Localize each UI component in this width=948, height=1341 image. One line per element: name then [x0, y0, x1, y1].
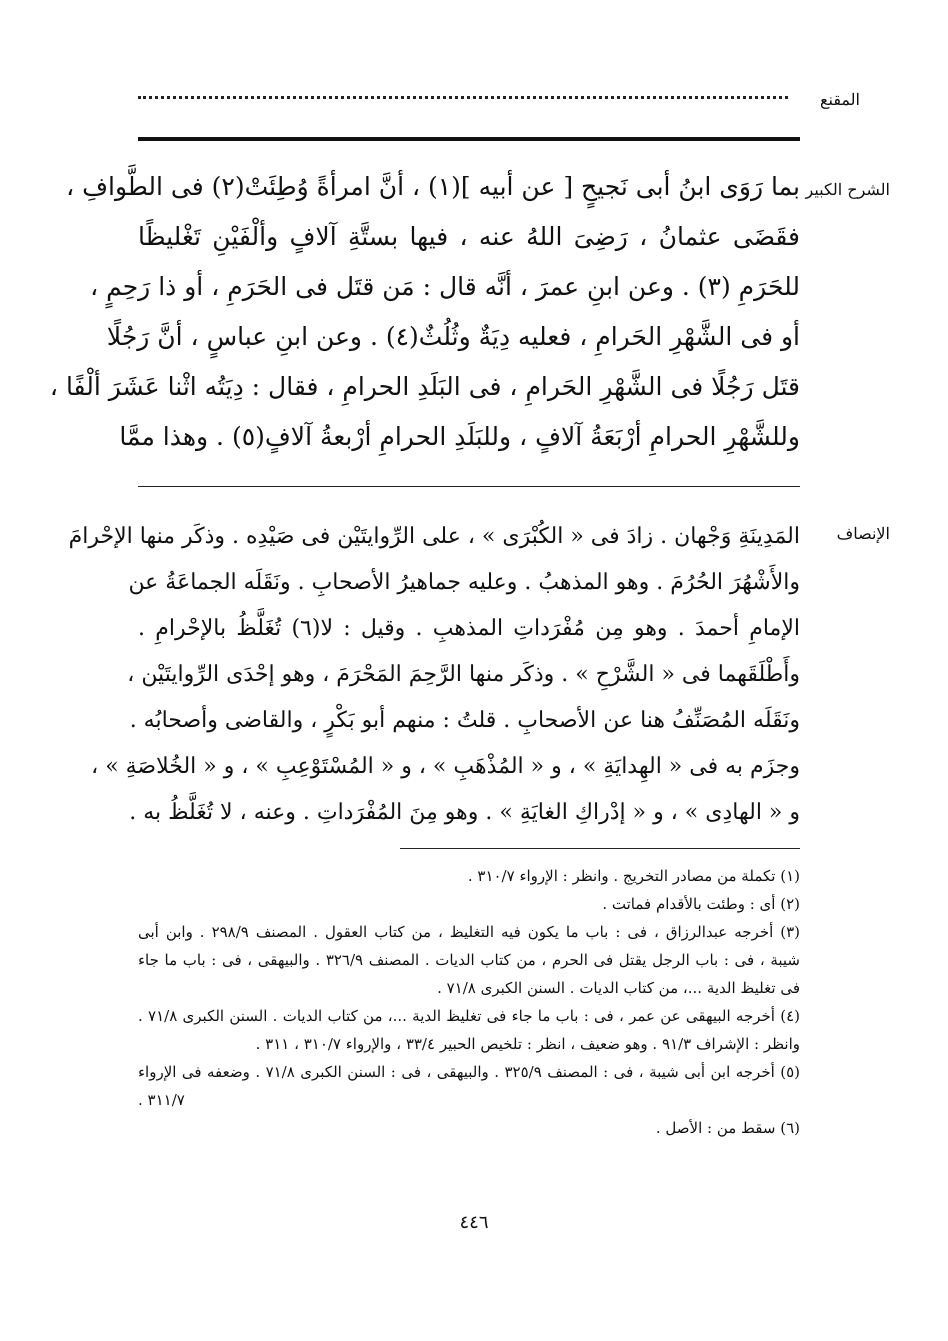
sharh-line: للحَرَمِ (٣) . وعن ابنِ عمرَ ، أنَّه قال : مَن قتَل فى الحَرَمِ ، أو ذا رَحِمٍ ،	[90, 272, 800, 301]
insaf-line: و « الهادِى » ، و « إدْراكِ الغايَةِ » . وهو مِنَ المُفْرَداتِ . وعنه ، لا تُغَلَّظُ به .	[129, 800, 800, 825]
header-rule	[138, 137, 800, 141]
insaf-section-label: الإنصاف	[836, 524, 890, 543]
sharh-line: بما رَوَى ابنُ أبى نَجيحٍ [ عن أبيه ](١) ، أنَّ امرأةً وُطِئَتْ(٢) فى الطَّوافِ ،	[66, 172, 800, 201]
sharh-line: وللشَّهْرِ الحرامِ أرْبَعَةُ آلافٍ ، وللبَلَدِ الحرامِ أرْبعةُ آلافٍ(٥) . وهذا ممَّا	[119, 422, 800, 451]
sharh-line: قتَل رَجُلًا فى الشَّهْرِ الحَرامِ ، فى البَلَدِ الحرامِ ، فقال : دِيَتُه اثْنا عَشَرَ ألْفًا ،	[49, 372, 800, 401]
footnote-line: (٦) سقط من : الأصل .	[655, 1119, 800, 1137]
insaf-line: ونَقَلَه المُصَنِّفُ هنا عن الأصحابِ . قلتُ : منهم أبو بَكْرٍ ، والقاضى وأصحابُه .	[129, 708, 800, 733]
footnote-line: شيبة ، فى : باب الرجل يقتل فى الحرم ، من كتاب الديات . المصنف ٣٢٦/٩ . والبيهقى ، فى : باب ما جاء	[138, 951, 800, 969]
footnote-line: (٣) أخرجه عبدالرزاق ، فى : باب ما يكون فيه التغليظ ، من كتاب العقول . المصنف ٢٩٨/٩ . وابن أبى	[138, 923, 801, 941]
insaf-line: وأَطْلَقَهما فى « الشَّرْحِ » . وذكَر منها الرَّحِمَ المَحْرَمَ ، وهو إحْدَى الرِّوايتَيْن ،	[127, 662, 800, 687]
running-title: المقنع	[819, 90, 860, 109]
footnote-line: ٣١١/٧ .	[138, 1091, 185, 1109]
dotted-leader	[138, 96, 788, 99]
page-number: ٤٤٦	[459, 1212, 489, 1233]
sharh-line: فقَضَى عثمانُ ، رَضِىَ اللهُ عنه ، فيها بستَّةِ آلافٍ وألْفَيْنِ تَغْليظًا	[138, 222, 800, 251]
footnotes-block	[138, 862, 800, 1142]
insaf-line: المَدِينَةِ وَجْهان . زادَ فى « الكُبْرَى » ، على الرِّوايتَيْن فى صَيْدِه . وذكَر منها الإحْرامَ	[68, 524, 800, 549]
footnote-line: فى تغليظ الدية ...، من كتاب الديات . السنن الكبرى ٧١/٨ .	[437, 979, 800, 997]
sharh-line: أو فى الشَّهْرِ الحَرامِ ، فعليه دِيَةٌ وثُلُثٌ(٤) . وعن ابنِ عباسٍ ، أنَّ رَجُلًا	[106, 322, 800, 351]
footnote-rule	[400, 848, 800, 849]
insaf-line: الإمامِ أحمدَ . وهو مِن مُفْرَداتِ المذهبِ . وقيل : لا(٦) تُغَلَّظُ بالإحْرامِ .	[138, 616, 800, 641]
sharh-text-block	[49, 162, 800, 462]
footnote-line: (٢) أى : وطئت بالأقدام فماتت .	[602, 895, 800, 913]
footnote-line: وانظر : الإشراف ٩١/٣ . وهو ضعيف ، انظر : تلخيص الحبير ٣٣/٤ ، والإرواء ٣١٠/٧ ، ٣١١ .	[255, 1035, 800, 1053]
section-divider	[138, 486, 800, 487]
insaf-line: وجزَم به فى « الهِدايَةِ » ، و « المُذْهَبِ » ، و « المُسْتَوْعِبِ » ، و « الخُلاصَةِ » ،	[91, 754, 800, 779]
insaf-line: والأَشْهُرَ الحُرُمَ . وهو المذهبُ . وعليه جماهيرُ الأصحابِ . ونَقَلَه الجماعَةُ عن	[128, 570, 800, 595]
sharh-section-label: الشرح الكبير	[805, 180, 890, 199]
footnote-line: (٤) أخرجه البيهقى عن عمر ، فى : باب ما جاء فى تغليظ الدية ...، من كتاب الديات . السنن الكبرى ٧١/٨ .	[138, 1007, 800, 1025]
footnote-line: (١) تكملة من مصادر التخريج . وانظر : الإرواء ٣١٠/٧ .	[467, 867, 800, 885]
footnote-line: (٥) أخرجه ابن أبى شيبة ، فى : المصنف ٣٢٥/٩ . والبيهقى ، فى : السنن الكبرى ٧١/٨ . وضعفه فى الإرواء	[138, 1063, 800, 1081]
insaf-text-block	[68, 514, 800, 836]
